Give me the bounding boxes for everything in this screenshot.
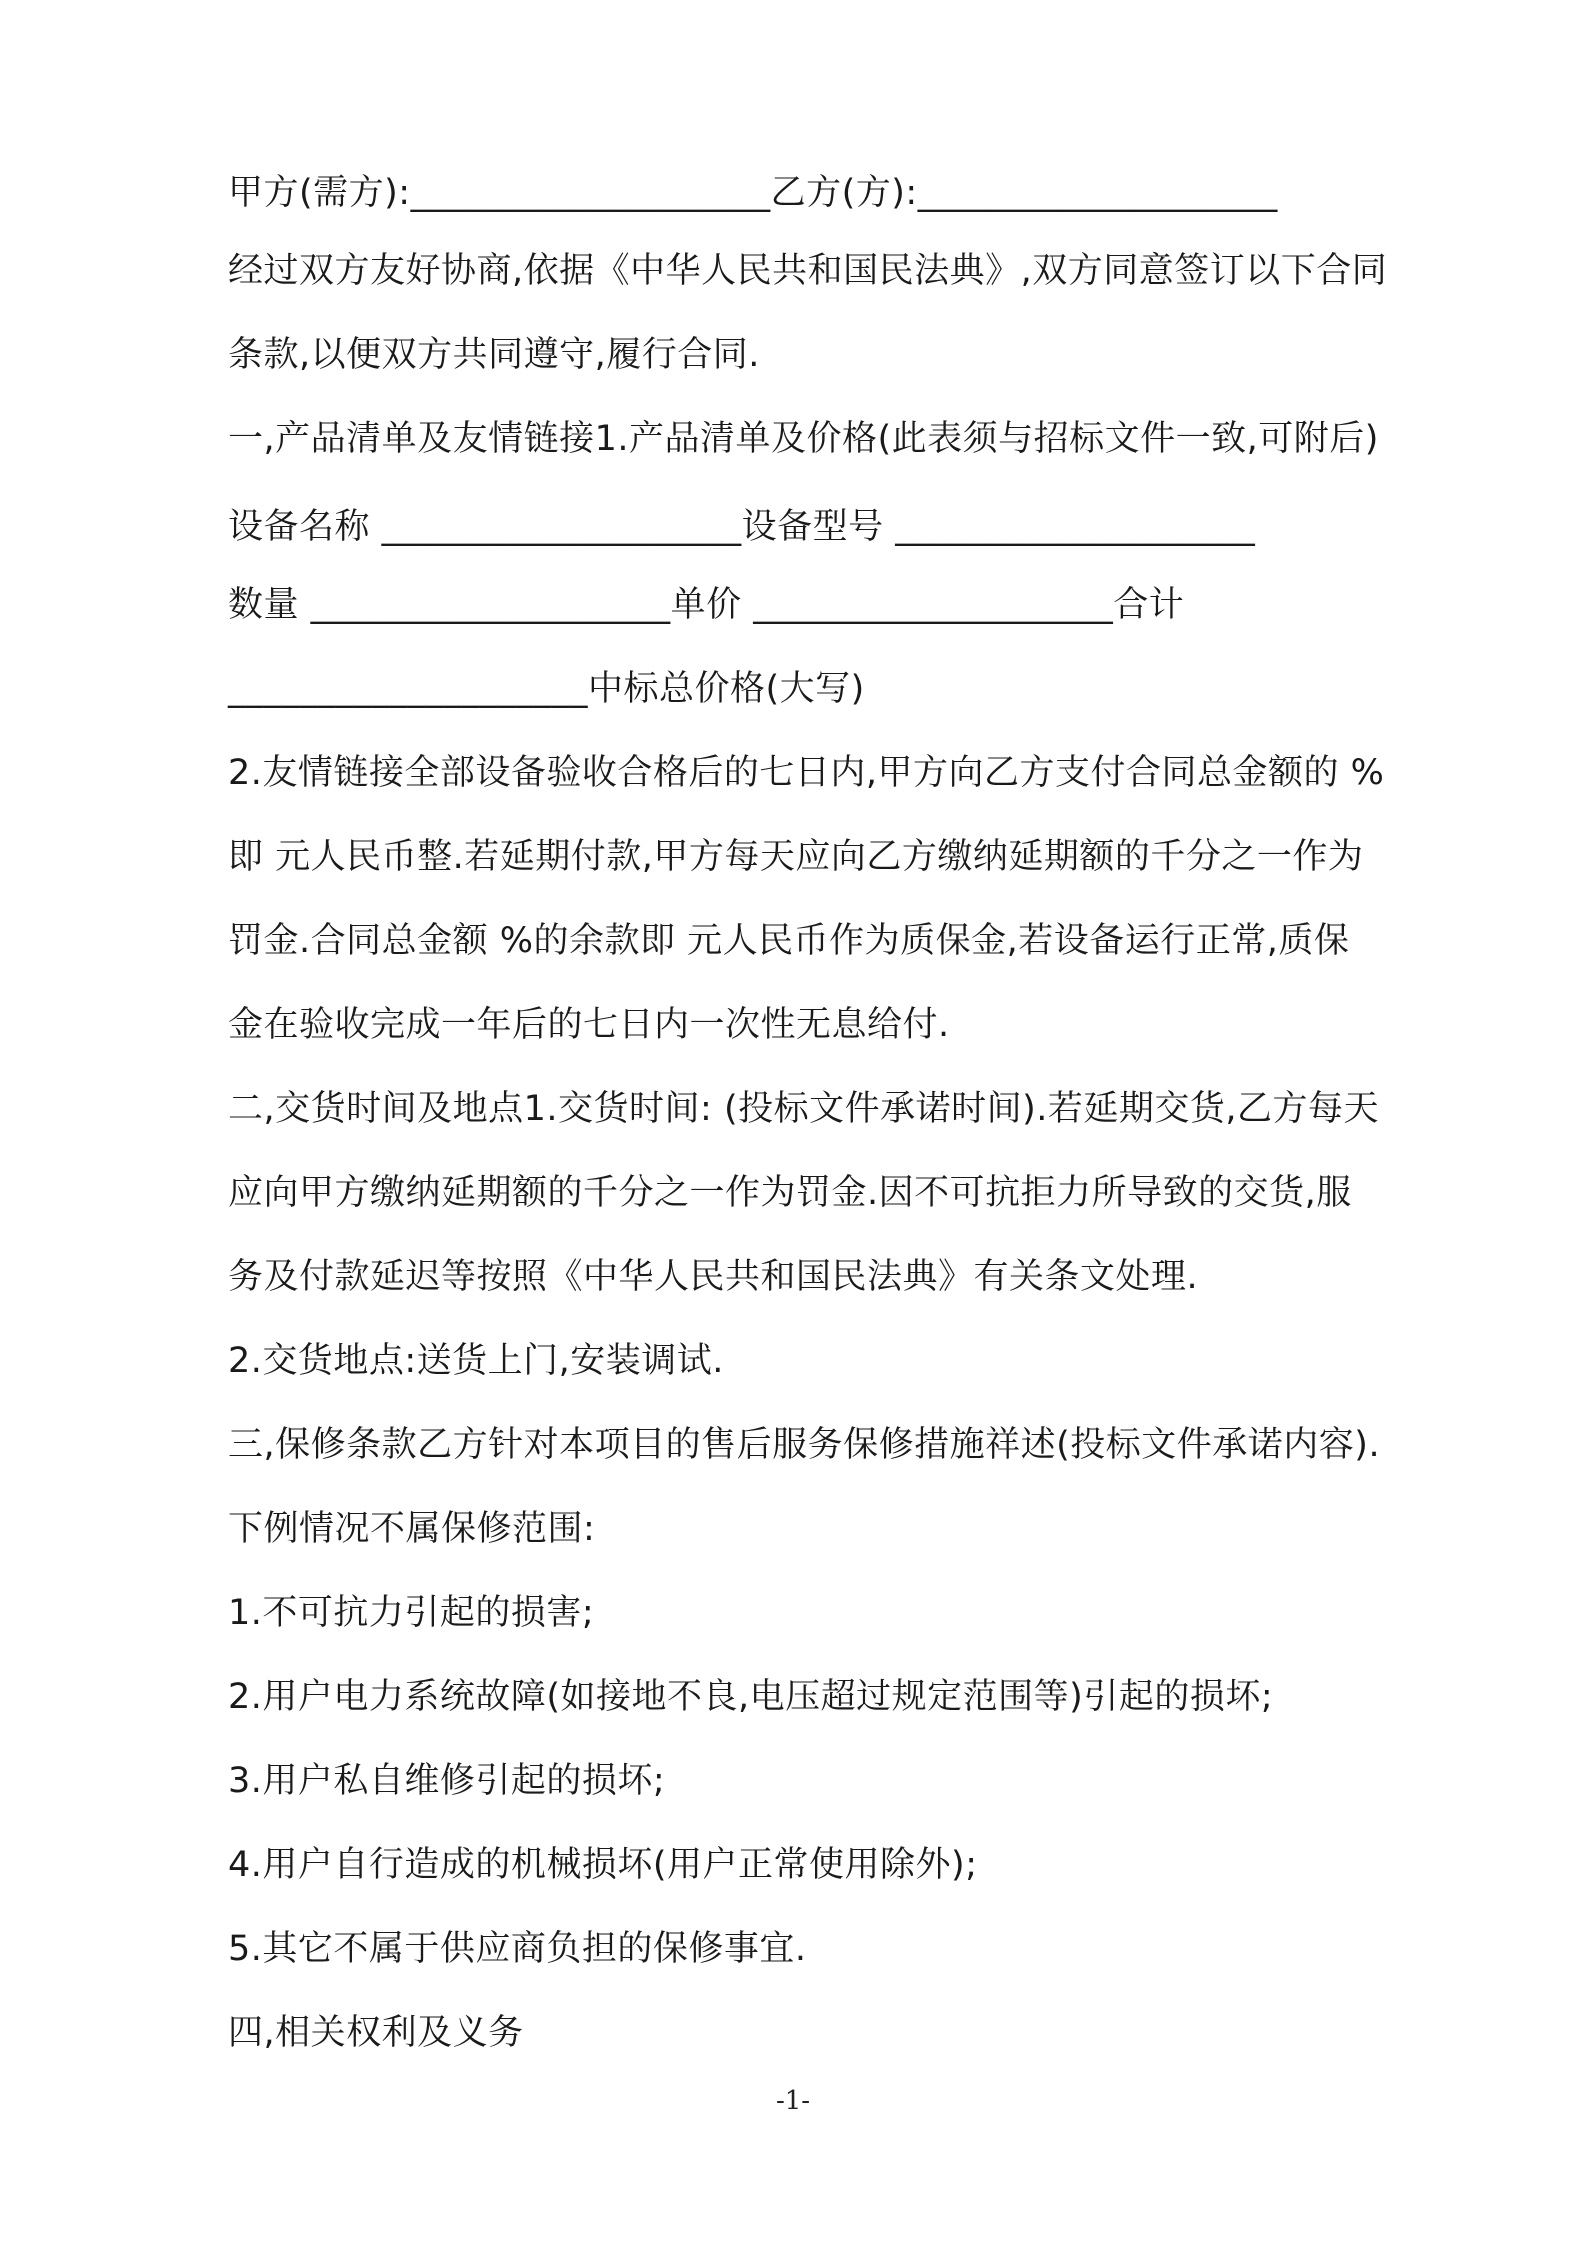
quantity-price-line: 数量 ____________________单价 ____________________合计 [228, 585, 1185, 625]
paragraph-line: 罚金.合同总金额 %的余款即 元人民币作为质保金,若设备运行正常,质保 [228, 921, 1350, 961]
list-item: 2.用户电力系统故障(如接地不良,电压超过规定范围等)引起的损坏; [228, 1677, 1274, 1717]
paragraph-line: 即 元人民币整.若延期付款,甲方每天应向乙方缴纳延期额的千分之一作为 [228, 837, 1364, 877]
equipment-name-line: 设备名称 ____________________设备型号 ____________________ [228, 507, 1256, 547]
paragraph-line: 应向甲方缴纳延期额的千分之一作为罚金.因不可抗拒力所导致的交货,服 [228, 1173, 1352, 1213]
section-heading-2: 二,交货时间及地点1.交货时间: (投标文件承诺时间).若延期交货,乙方每天 [228, 1089, 1379, 1129]
page-number: -1- [775, 2086, 811, 2116]
section-heading-4: 四,相关权利及义务 [228, 2013, 524, 2053]
paragraph-line: 金在验收完成一年后的七日内一次性无息给付. [228, 1005, 950, 1045]
paragraph-line: 经过双方友好协商,依据《中华人民共和国民法典》,双方同意签订以下合同 [228, 251, 1388, 291]
list-item: 1.不可抗力引起的损害; [228, 1593, 595, 1633]
section-heading-1: 一,产品清单及友情链接1.产品清单及价格(此表须与招标文件一致,可附后) [228, 419, 1379, 459]
total-price-line: ____________________中标总价格(大写) [228, 669, 865, 709]
party-line: 甲方(需方):____________________乙方(方):____________________ [228, 173, 1278, 213]
list-item: 3.用户私自维修引起的损坏; [228, 1761, 666, 1801]
section-heading-3: 三,保修条款乙方针对本项目的售后服务保修措施祥述(投标文件承诺内容). [228, 1425, 1381, 1465]
paragraph-line: 条款,以便双方共同遵守,履行合同. [228, 335, 760, 375]
paragraph-line: 2.交货地点:送货上门,安装调试. [228, 1341, 724, 1381]
paragraph-line: 下例情况不属保修范围: [228, 1509, 596, 1549]
paragraph-line: 2.友情链接全部设备验收合格后的七日内,甲方向乙方支付合同总金额的 % [228, 753, 1385, 793]
paragraph-line: 务及付款延迟等按照《中华人民共和国民法典》有关条文处理. [228, 1257, 1199, 1297]
list-item: 4.用户自行造成的机械损坏(用户正常使用除外); [228, 1845, 978, 1885]
list-item: 5.其它不属于供应商负担的保修事宜. [228, 1929, 807, 1969]
